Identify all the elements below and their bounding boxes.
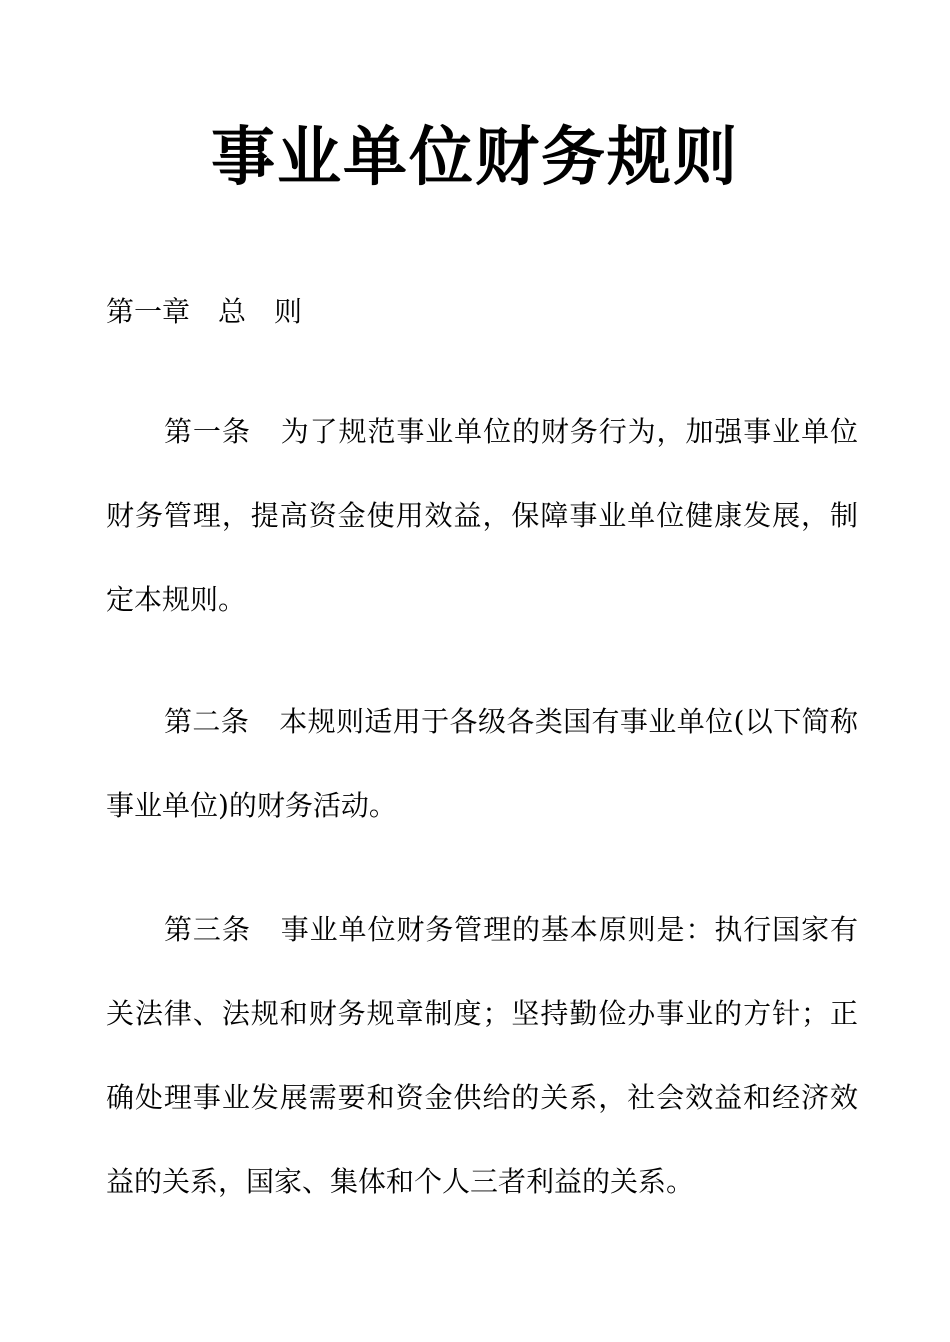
article-text: 本规则适用于各级各类国有事业单位(以下简称事业单位)的财务活动。: [106, 705, 858, 822]
article-1: [106, 390, 858, 642]
article-label: 第一条: [164, 415, 251, 448]
article-label: 第二条: [164, 705, 250, 738]
document-title: 事业单位财务规则: [211, 121, 739, 195]
chapter-heading: 第一章 总 则: [106, 295, 303, 328]
article-label: 第三条: [164, 913, 251, 946]
article-2: [106, 680, 858, 848]
article-text: 事业单位财务管理的基本原则是：执行国家有关法律、法规和财务规章制度；坚持勤俭办事业的方针；正确处理事业发展需要和资金供给的关系，社会效益和经济效益的关系，国家、集体和个人三者利益的关系。: [106, 913, 858, 1198]
article-3: [106, 888, 858, 1224]
article-text: 为了规范事业单位的财务行为，加强事业单位财务管理，提高资金使用效益，保障事业单位健康发展，制定本规则。: [106, 415, 858, 616]
